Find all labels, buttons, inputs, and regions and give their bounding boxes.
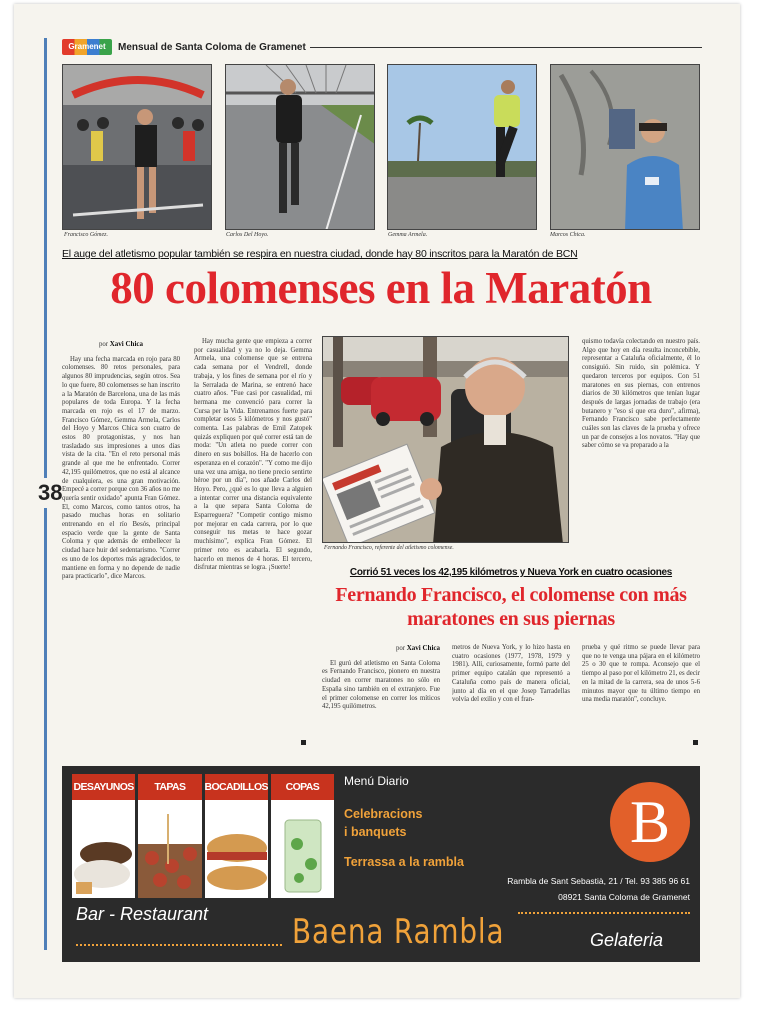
menu-tiles — [72, 774, 334, 898]
photo-caption: Fernando Francisco, referente del atletismo colomense. — [324, 545, 454, 551]
byline: por Xavi Chica — [395, 644, 440, 652]
tile-tapas: TAPAS — [138, 774, 201, 898]
restaurant-address: Rambla de Sant Sebastià, 21 / Tel. 93 385 96 61 — [507, 876, 690, 886]
article-column-4 — [582, 338, 700, 548]
ad-line: Terrassa a la rambla — [344, 855, 464, 869]
article-headline: 80 colomenses en la Maratón — [110, 263, 652, 313]
ad-line: Celebracions — [344, 807, 423, 821]
sidebar-column-2 — [452, 644, 570, 754]
runner-photos — [62, 64, 700, 230]
restaurant-logo: B — [610, 782, 690, 862]
end-mark — [301, 740, 306, 745]
article-text: Hay una fecha marcada en rojo para 80 colomenses. 80 retos personales, para algunos 80 imprudencias, según otros. Sea lo que fuere, 80 colomenses se han inscrito a la Maratón de Barcelona, una de las más populares de toda Europa. Y la fecha marcada en rojo es el 17 de marzo. Francisco Gómez, Gemma Armela, Carlos del Hoyo y Marcos Chica son cuatro de estos 80 protagonistas, y nos han trasladado sus impresiones a unos días vista de la cita. "En el reto personal más grande al que me he enfrentado. Correr 42,195 quilómetros, que no está al alcance de cualquiera, es una gran motivación. Empecé a correr porque con 36 años no me quería sentir oxidado" apunta Fran Gómez. El, como Marcos, como tantos otros, ha pasado muchas horas en solitario entrenando en el río Besós, principal espacio verde que la gente de Santa Coloma y que además de embellecer la ciudad hace huir del sedentarismo. "Correr es uno de los deportes más agradecidos, te mantiene en forma y no depende de nadie para practicarlo", dice Marcos. — [62, 355, 180, 581]
restaurant-name: Baena Rambla — [292, 912, 505, 952]
photo-francisco-gomez — [62, 64, 212, 230]
tile-desayunos: DESAYUNOS — [72, 774, 135, 898]
article-text: Hay mucha gente que empieza a correr por casualidad y ya no lo deja. Gemma Armela, una colomense que se entrena cada semana por el Vendrell, donde trabaja, y los fines de semana por el río y la Serralada de Marina, se entrenó hace cuatro años. "Fue casi por casualidad, mi hermana me convenció para correr la Cursa per la Vida. Entrenamos fuerte para completar esos 5 kilómetros y nos gustó" comenta. Las palabras de Emil Zatopek quizás expliquen por qué correr está tan de moda: "Un atleta no puede correr con dinero en sus bolsillos. Ha de hacerlo con esperanza en el corazón". "Y como me dijo una vez una amiga, no tiene precio sentirte héroe por un día", nos añade Carlos del Hoyo. Pero, ¿qué es lo que lleva a alguien a intentar correr una distancia equivalente a la que separa Santa Coloma de Esparreguera? "Competir contigo mismo por mejorar en cada carrera, por lo que conseguir tus metas te hace gozar muchísimo", explica Fran Gómez. El primer reto es acabarla. El segundo, hacerlo en menos de 4 horas. El tercero, disfrutar mientras se logra. ¡Suerte! — [194, 338, 312, 572]
sidebar-text: metros de Nueva York, y lo hizo hasta en cuatro ocasiones (1977, 1978, 1979 y 1981). Allí, curiosamente, formó parte del primer equipo catalán que representó a Cataluña como país de manera oficial, junto al día en el que Josep Tarradellas volvía del exilio y con el fran- — [452, 644, 570, 704]
publication-logo: Gramenet — [62, 39, 112, 55]
sidebar-headline: Fernando Francisco, el colomense con más maratones en sus piernas — [335, 584, 687, 630]
photo-marcos-chica — [550, 64, 700, 230]
bar-restaurant-label: Bar - Restaurant — [76, 904, 209, 924]
article-column-1 — [62, 338, 180, 753]
sidebar-text: El gurú del atletismo en Santa Coloma es Fernando Francisco, pionero en nuestra ciudad en correr maratones no sólo en España sino también en el extranjero. Fue el primer colomense en correr los míticos 42,195 quilómetros. — [322, 659, 440, 711]
article-kicker: El auge del atletismo popular también se respira en nuestra ciudad, donde hay 80 inscritos para la Maratón de BCN — [62, 248, 578, 260]
tile-copas: COPAS — [271, 774, 334, 898]
photo-gemma-armela — [387, 64, 537, 230]
sidebar-column-3 — [582, 644, 700, 754]
article-text: quismo todavía colectando en nuestro país. Algo que hoy en día resulta inconcebible, representar a Cataluña oficialmente, él lo consiguió. Sin ruido, sin polémica. Y quedaron terceros por equipos. Con 51 maratones en sus piernas, con entrenos diarios de 30 kilómetros que tenían lugar después de largas jornadas de trabajo (era butanero y "eso sí que era duro", afirma), Fernando Francisco sabe perfectamente cuáles son las claves de la prueba y ofrece un par de consejos a los novatos. "Hay que saber cómo se va preparado a la — [582, 338, 700, 450]
photo-caption: Francisco Gómez. — [64, 232, 108, 238]
article-column-2 — [194, 338, 312, 753]
page-number: 38 — [38, 478, 62, 508]
masthead — [62, 36, 702, 58]
photo-caption: Marcos Chica. — [550, 232, 586, 238]
dotted-divider — [518, 912, 690, 914]
publication-title: Mensual de Santa Coloma de Gramenet — [118, 41, 306, 53]
sidebar-text: prueba y qué ritmo se puede llevar para que no te venga una pájara en el kilómetro 25 o 30 que te rompa. Aconsejo que el tiempo al paso por el kilómetro 21, es decir en la mitad de la carrera, sea de unos 5-6 minutos mayor que tu último tiempo en una media maratón", concluye. — [582, 644, 700, 704]
restaurant-city: 08921 Santa Coloma de Gramenet — [558, 892, 690, 902]
photo-fernando-francisco — [322, 336, 569, 543]
end-mark — [693, 740, 698, 745]
ad-line: i banquets — [344, 825, 407, 839]
byline: por Xavi Chica — [98, 340, 143, 348]
dotted-divider — [76, 944, 282, 946]
photo-caption: Gemma Armela. — [388, 232, 428, 238]
menu-title: Menú Diario — [344, 774, 409, 788]
sidebar-column-1 — [322, 642, 440, 754]
restaurant-advertisement — [62, 766, 700, 962]
header-divider — [310, 47, 702, 48]
photo-carlos-del-hoyo — [225, 64, 375, 230]
gelateria-label: Gelateria — [590, 930, 664, 950]
photo-caption: Carlos Del Hoyo. — [226, 232, 269, 238]
sidebar-kicker: Corrió 51 veces los 42,195 kilómetros y Nueva York en cuatro ocasiones — [349, 567, 673, 578]
tile-bocadillos: BOCADILLOS — [205, 774, 268, 898]
